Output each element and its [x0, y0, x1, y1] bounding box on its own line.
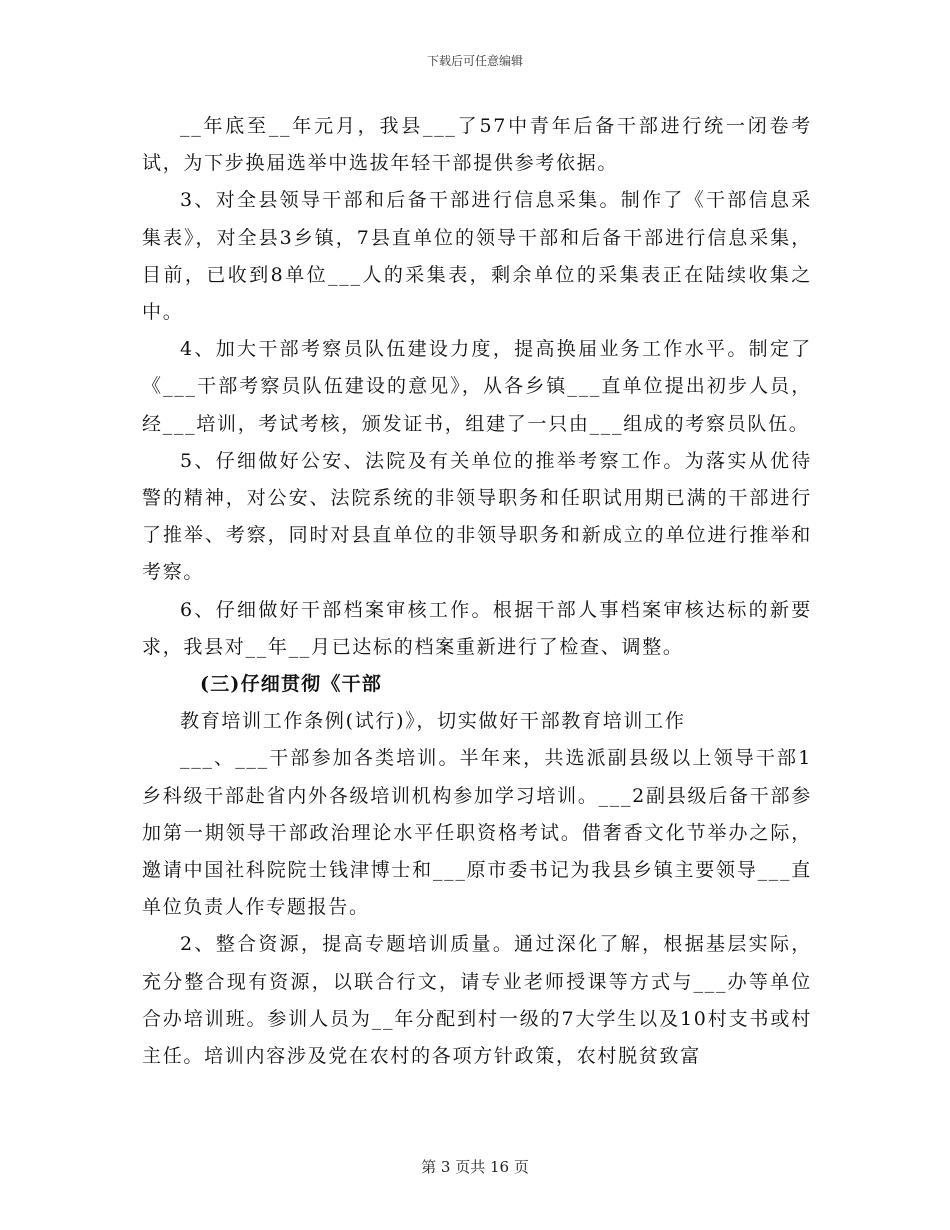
paragraph-exam: __年底至__年元月，我县___了57中青年后备干部进行统一闭卷考试，为下步换届选举中选拔年轻干部提供参考依据。 — [142, 115, 812, 175]
page-header: 下载后可任意编辑 — [426, 54, 523, 68]
document-body — [142, 108, 812, 1075]
paragraph-info-collection: 3、对全县领导干部和后备干部进行信息采集。制作了《干部信息采集表》，对全县3乡镇，7县直单位的领导干部和后备干部进行信息采集，目前，已收到8单位___人的采集表，剩余单位的采集表正在陆续收集之中。 — [142, 189, 812, 324]
paragraph-archive-review: 6、仔细做好干部档案审核工作。根据干部人事档案审核达标的新要求，我县对__年__月已达标的档案重新进行了检查、调整。 — [142, 598, 812, 658]
paragraph-inspector-team: 4、加大干部考察员队伍建设力度，提高换届业务工作水平。制定了《___干部考察员队伍建设的意见》，从各乡镇___直单位提出初步人员，经___培训，考试考核，颁发证书，组建了一只由___组成的考察员队伍。 — [142, 338, 812, 435]
section-heading: (三)仔细贯彻《干部 — [200, 673, 382, 696]
page-footer: 第 3 页共 16 页 — [421, 1158, 529, 1176]
paragraph-police-court: 5、仔细做好公安、法院及有关单位的推举考察工作。为落实从优待警的精神，对公安、法院系统的非领导职务和任职试用期已满的干部进行了推举、考察，同时对县直单位的非领导职务和新成立的单位进行推举和考察。 — [142, 449, 812, 584]
paragraph-training-regulation: 教育培训工作条例(试行)》，切实做好干部教育培训工作 — [180, 710, 686, 733]
paragraph-training-participation: ___、___干部参加各类培训。半年来，共选派副县级以上领导干部1乡科级干部赴省内外各级培训机构参加学习培训。___2副县级后备干部参加第一期领导干部政治理论水平任职资格考试。借奢香文化节举办之际，邀请中国社科院院士钱津博士和___原市委书记为我县乡镇主要领导___直单位负责人作专题报告。 — [142, 747, 812, 919]
paragraph-resource-integration: 2、整合资源，提高专题培训质量。通过深化了解，根据基层实际，充分整合现有资源，以联合行文，请专业老师授课等方式与___办等单位合办培训班。参训人员为__年分配到村一级的7大学生以及10村支书或村主任。培训内容涉及党在农村的各项方针政策，农村脱贫致富 — [142, 933, 812, 1068]
